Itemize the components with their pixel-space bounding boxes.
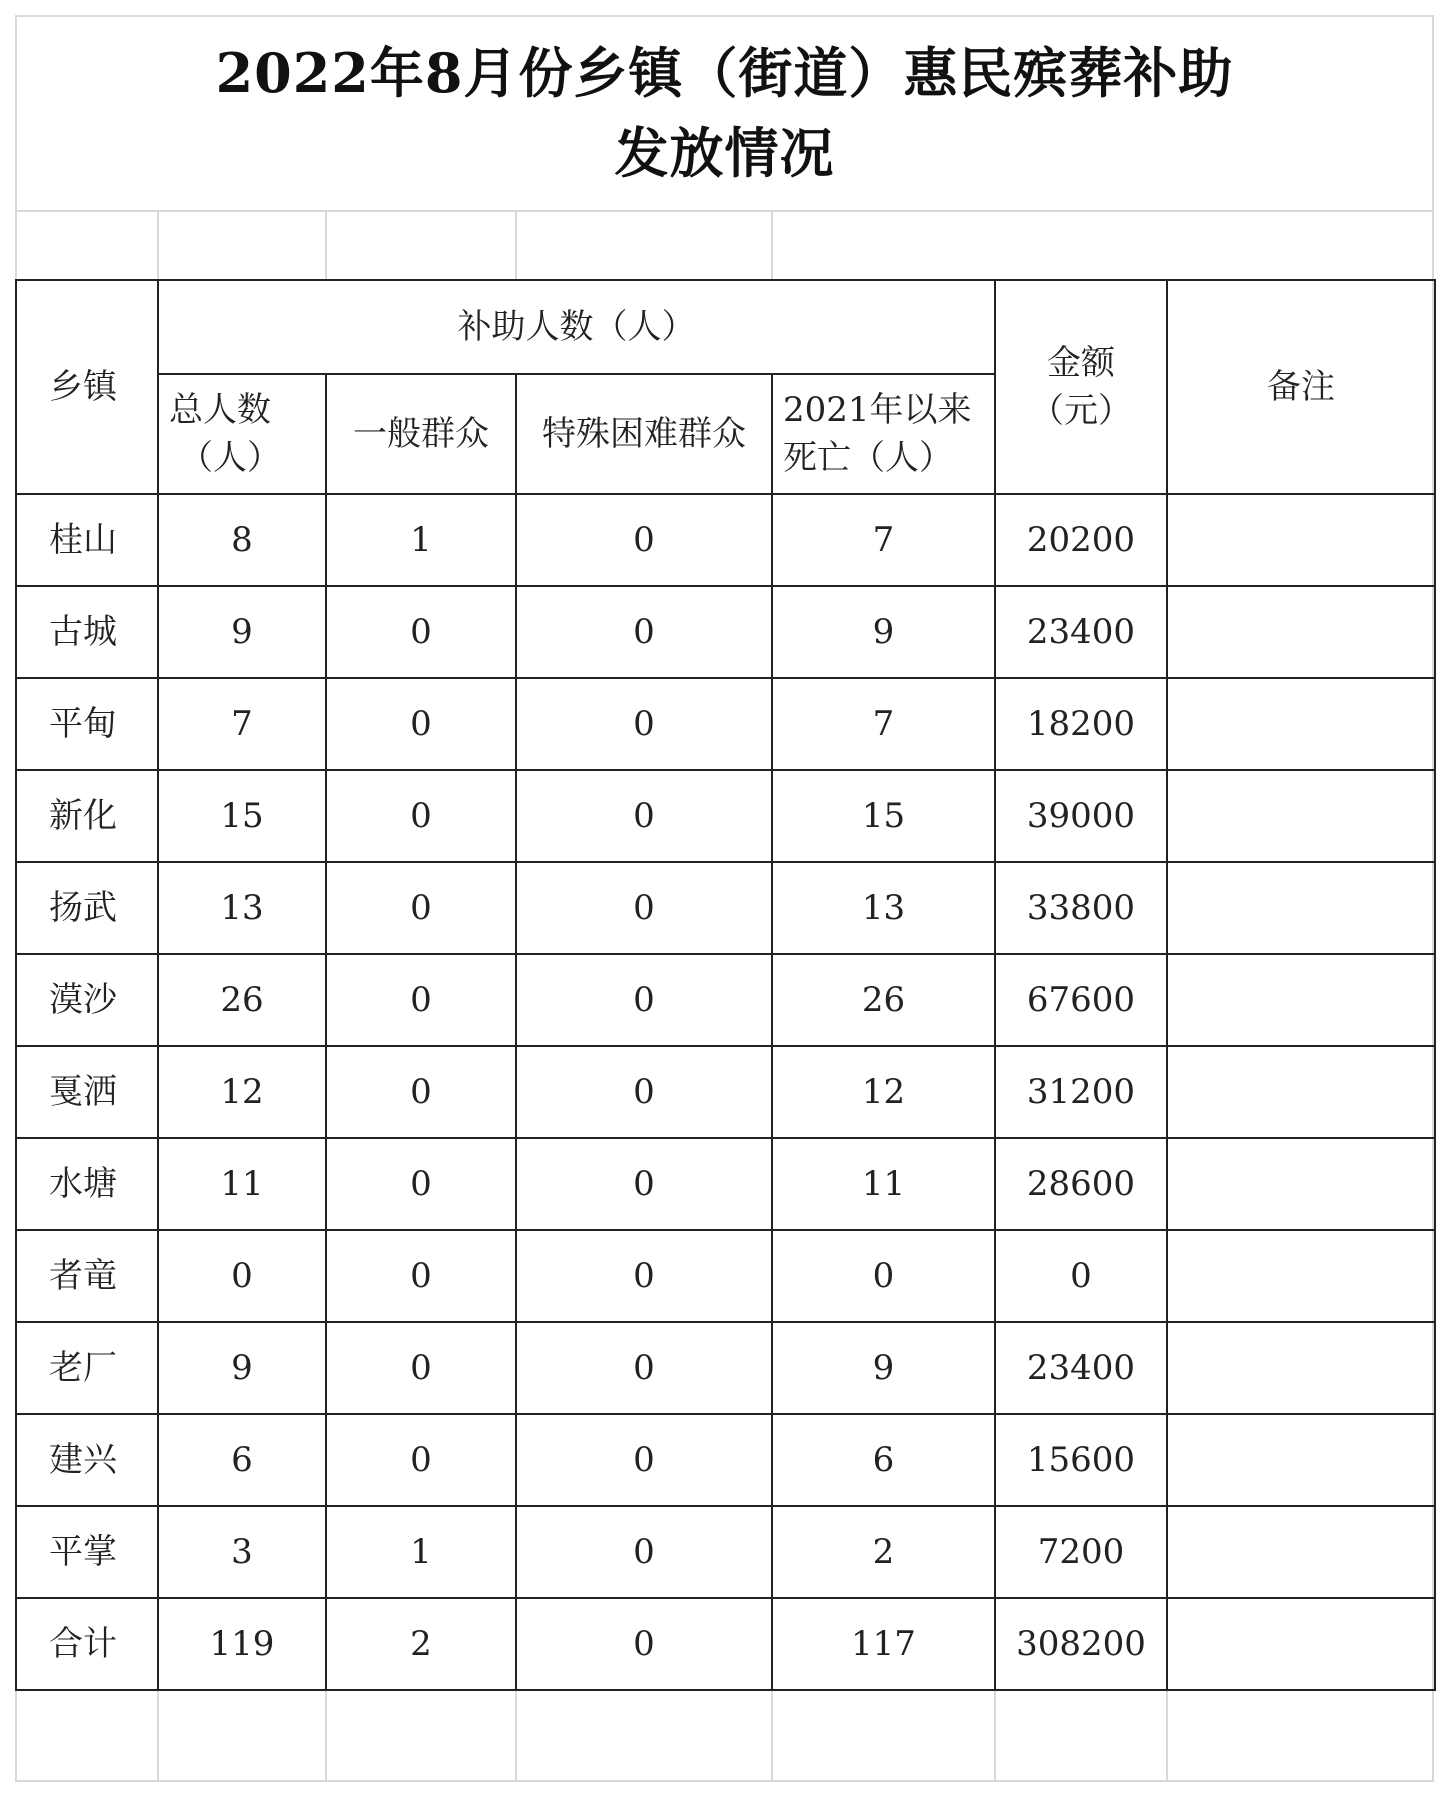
table-row <box>16 1230 1435 1322</box>
cell-amount: 7200 <box>995 1506 1167 1598</box>
cell-special: 0 <box>516 678 772 770</box>
header-total-line-2: （人） <box>179 438 281 478</box>
header-amount-line-2: （元） <box>1030 391 1132 431</box>
cell-remarks <box>1167 1506 1435 1598</box>
cell-deceased: 2 <box>772 1506 995 1598</box>
cell-special: 0 <box>516 1138 772 1230</box>
cell-town: 平掌 <box>16 1506 158 1598</box>
cell-general: 2 <box>326 1598 516 1690</box>
cell-town: 合计 <box>16 1598 158 1690</box>
gridline <box>771 1688 773 1781</box>
cell-amount: 31200 <box>995 1046 1167 1138</box>
cell-town: 古城 <box>16 586 158 678</box>
header-town: 乡镇 <box>16 280 158 494</box>
gridline <box>515 210 517 280</box>
cell-remarks <box>1167 770 1435 862</box>
cell-general: 0 <box>326 954 516 1046</box>
table-row <box>16 954 1435 1046</box>
cell-total: 9 <box>158 1322 326 1414</box>
cell-general: 0 <box>326 1322 516 1414</box>
table-row <box>16 1138 1435 1230</box>
title-line-1: 2022年8月份乡镇（街道）惠民殡葬补助 <box>215 41 1234 105</box>
cell-amount: 33800 <box>995 862 1167 954</box>
cell-amount: 67600 <box>995 954 1167 1046</box>
cell-general: 0 <box>326 1414 516 1506</box>
gridline <box>994 1688 996 1781</box>
document-title <box>16 16 1433 210</box>
cell-amount: 0 <box>995 1230 1167 1322</box>
header-subsidy-group: 补助人数（人） <box>158 280 995 374</box>
gridline <box>1166 1688 1168 1781</box>
cell-remarks <box>1167 1322 1435 1414</box>
cell-special: 0 <box>516 1230 772 1322</box>
cell-town: 戛洒 <box>16 1046 158 1138</box>
cell-total: 13 <box>158 862 326 954</box>
table-row <box>16 494 1435 586</box>
cell-deceased: 9 <box>772 586 995 678</box>
cell-amount: 20200 <box>995 494 1167 586</box>
gridline <box>771 210 773 280</box>
table-row <box>16 1322 1435 1414</box>
cell-total: 9 <box>158 586 326 678</box>
cell-special: 0 <box>516 954 772 1046</box>
cell-town: 漠沙 <box>16 954 158 1046</box>
cell-town: 新化 <box>16 770 158 862</box>
header-deceased-line-1: 2021年以来 <box>783 390 972 430</box>
cell-general: 0 <box>326 586 516 678</box>
cell-remarks <box>1167 1138 1435 1230</box>
cell-special: 0 <box>516 1322 772 1414</box>
cell-total: 3 <box>158 1506 326 1598</box>
gridline <box>515 1688 517 1781</box>
cell-special: 0 <box>516 770 772 862</box>
cell-total: 7 <box>158 678 326 770</box>
table-row <box>16 1046 1435 1138</box>
cell-amount: 28600 <box>995 1138 1167 1230</box>
subsidy-table <box>15 279 1436 1691</box>
cell-town: 扬武 <box>16 862 158 954</box>
table-row <box>16 678 1435 770</box>
cell-general: 0 <box>326 1230 516 1322</box>
cell-deceased: 7 <box>772 678 995 770</box>
cell-remarks <box>1167 1046 1435 1138</box>
cell-special: 0 <box>516 1506 772 1598</box>
header-general: 一般群众 <box>326 374 516 494</box>
cell-special: 0 <box>516 586 772 678</box>
cell-town: 建兴 <box>16 1414 158 1506</box>
cell-remarks <box>1167 586 1435 678</box>
cell-deceased: 12 <box>772 1046 995 1138</box>
cell-special: 0 <box>516 1046 772 1138</box>
cell-town: 者竜 <box>16 1230 158 1322</box>
cell-amount: 308200 <box>995 1598 1167 1690</box>
cell-general: 0 <box>326 770 516 862</box>
gridline <box>15 1780 1434 1782</box>
cell-total: 12 <box>158 1046 326 1138</box>
cell-deceased: 11 <box>772 1138 995 1230</box>
cell-remarks <box>1167 678 1435 770</box>
cell-amount: 39000 <box>995 770 1167 862</box>
table-row <box>16 862 1435 954</box>
cell-town: 水塘 <box>16 1138 158 1230</box>
cell-total: 6 <box>158 1414 326 1506</box>
cell-special: 0 <box>516 1414 772 1506</box>
cell-general: 0 <box>326 1138 516 1230</box>
header-deceased <box>772 374 995 494</box>
table-row-total <box>16 1598 1435 1690</box>
header-total <box>158 374 326 494</box>
gridline <box>325 1688 327 1781</box>
header-special: 特殊困难群众 <box>516 374 772 494</box>
cell-remarks <box>1167 954 1435 1046</box>
cell-deceased: 13 <box>772 862 995 954</box>
cell-amount: 23400 <box>995 586 1167 678</box>
header-amount <box>995 280 1167 494</box>
cell-total: 15 <box>158 770 326 862</box>
cell-total: 0 <box>158 1230 326 1322</box>
table-row <box>16 586 1435 678</box>
cell-remarks <box>1167 1230 1435 1322</box>
cell-remarks <box>1167 862 1435 954</box>
cell-amount: 18200 <box>995 678 1167 770</box>
cell-general: 0 <box>326 862 516 954</box>
cell-amount: 23400 <box>995 1322 1167 1414</box>
gridline <box>325 210 327 280</box>
cell-deceased: 6 <box>772 1414 995 1506</box>
cell-total: 11 <box>158 1138 326 1230</box>
cell-deceased: 15 <box>772 770 995 862</box>
gridline <box>157 210 159 280</box>
cell-total: 8 <box>158 494 326 586</box>
cell-special: 0 <box>516 494 772 586</box>
gridline <box>157 1688 159 1781</box>
cell-deceased: 7 <box>772 494 995 586</box>
cell-general: 0 <box>326 1046 516 1138</box>
cell-special: 0 <box>516 862 772 954</box>
table-row <box>16 770 1435 862</box>
cell-amount: 15600 <box>995 1414 1167 1506</box>
header-amount-line-1: 金额 <box>1047 343 1115 383</box>
cell-deceased: 26 <box>772 954 995 1046</box>
header-total-line-1: 总人数 <box>169 390 271 430</box>
header-remarks: 备注 <box>1167 280 1435 494</box>
cell-deceased: 9 <box>772 1322 995 1414</box>
table-row <box>16 1506 1435 1598</box>
header-row-1 <box>16 280 1435 374</box>
title-line-2: 发放情况 <box>614 121 835 185</box>
cell-town: 桂山 <box>16 494 158 586</box>
table-row <box>16 1414 1435 1506</box>
gridline <box>15 210 1434 212</box>
cell-remarks <box>1167 1414 1435 1506</box>
cell-remarks <box>1167 494 1435 586</box>
cell-special: 0 <box>516 1598 772 1690</box>
cell-town: 平甸 <box>16 678 158 770</box>
header-deceased-line-2: 死亡（人） <box>783 438 953 478</box>
cell-general: 1 <box>326 494 516 586</box>
cell-general: 0 <box>326 678 516 770</box>
cell-remarks <box>1167 1598 1435 1690</box>
cell-deceased: 117 <box>772 1598 995 1690</box>
cell-total: 119 <box>158 1598 326 1690</box>
cell-general: 1 <box>326 1506 516 1598</box>
cell-town: 老厂 <box>16 1322 158 1414</box>
cell-total: 26 <box>158 954 326 1046</box>
cell-deceased: 0 <box>772 1230 995 1322</box>
